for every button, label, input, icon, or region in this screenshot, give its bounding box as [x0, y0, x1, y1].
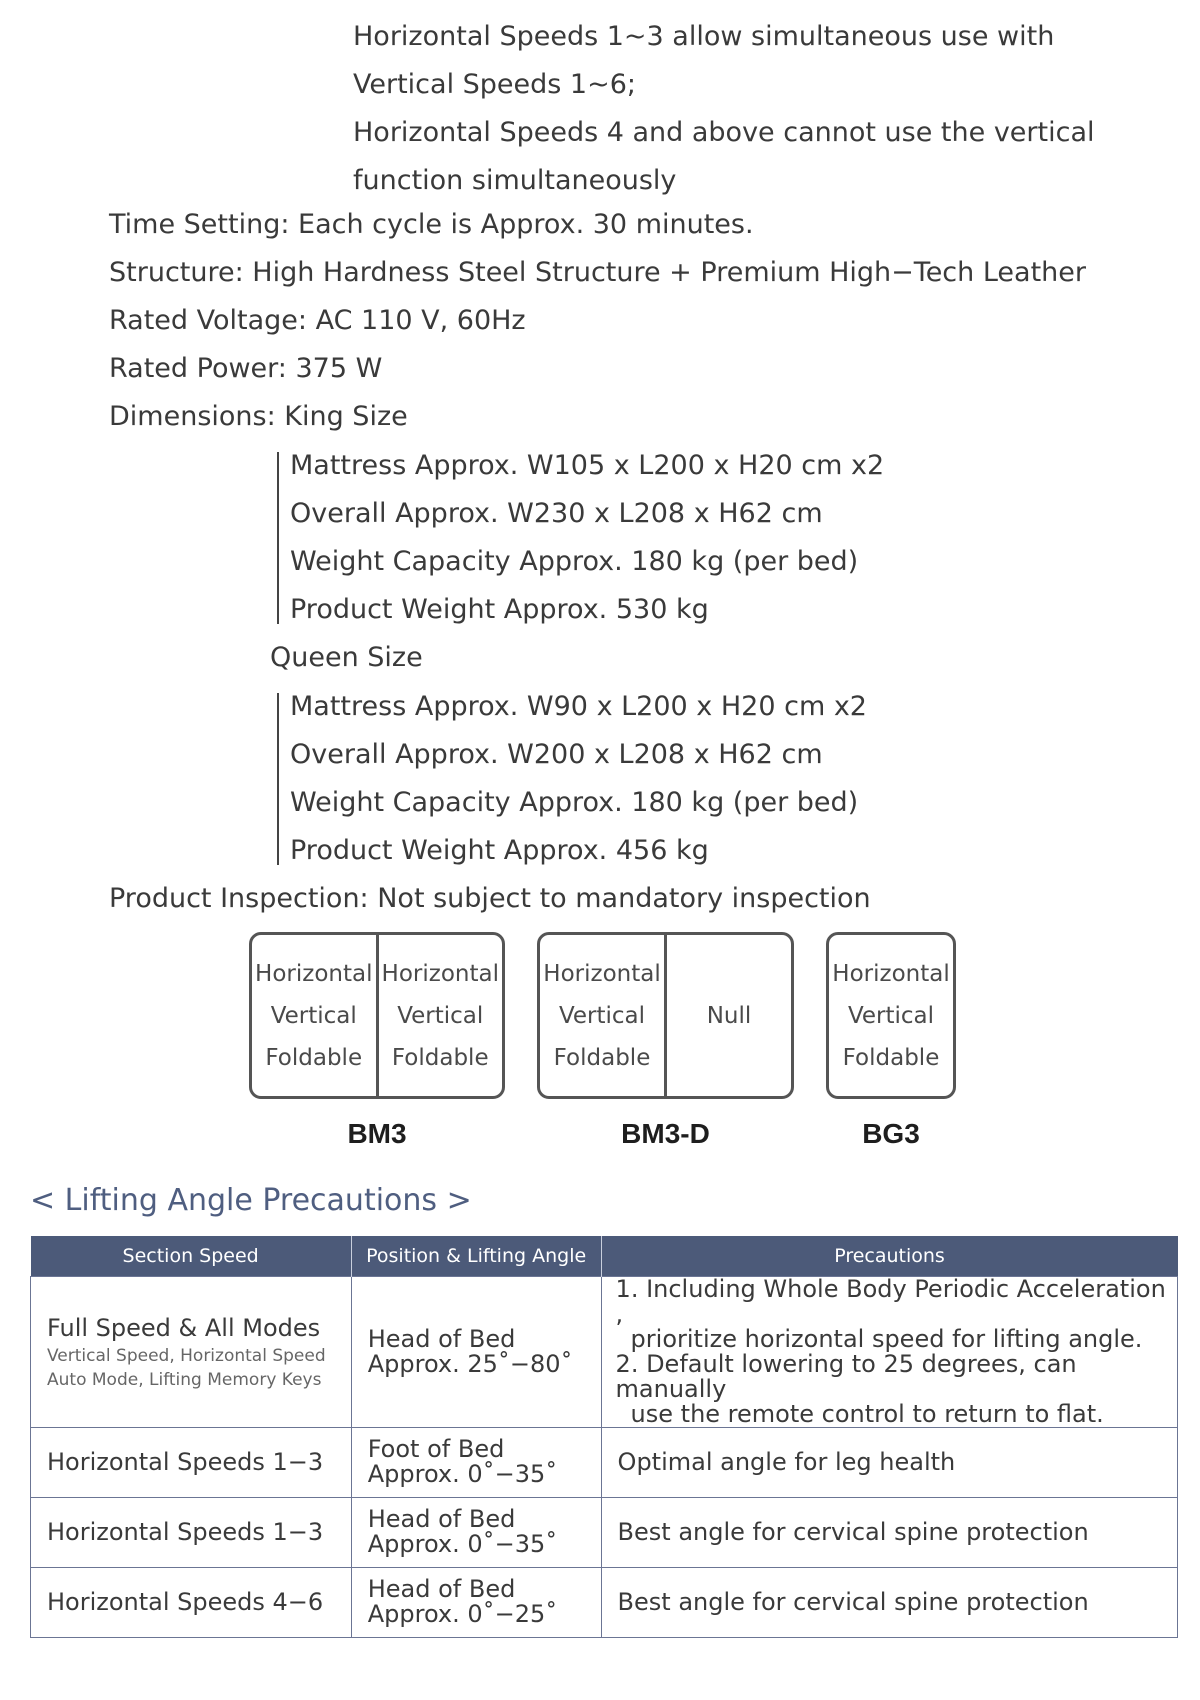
precaution-cell — [601, 1276, 1177, 1427]
king-mattress: Mattress Approx. W105 x L200 x H20 cm x2 — [290, 450, 885, 481]
rated-power: Rated Power: 375 W — [109, 353, 383, 384]
position-cell — [351, 1567, 601, 1637]
precaution-2-line-1: 2. Default lowering to 25 degrees, can manually — [615, 1349, 1077, 1403]
position-cell — [351, 1497, 601, 1567]
header-position-angle: Position & Lifting Angle — [351, 1236, 601, 1276]
feature-vertical: Vertical — [270, 1002, 357, 1029]
precaution-item-2 — [615, 1349, 1177, 1428]
position-cell — [351, 1276, 601, 1427]
bg3-diagram — [826, 932, 956, 1099]
bm3-left-bed — [252, 935, 376, 1096]
queen-product-weight: Product Weight Approx. 456 kg — [290, 835, 709, 866]
position-name: Head of Bed — [367, 1505, 516, 1533]
feature-null: Null — [706, 1002, 752, 1029]
feature-vertical: Vertical — [397, 1002, 484, 1029]
feature-horizontal: Horizontal — [381, 960, 499, 987]
table-row — [31, 1567, 1178, 1637]
queen-size-specs — [277, 693, 897, 865]
precaution-cell: Best angle for cervical spine protection — [601, 1497, 1177, 1567]
queen-weight-capacity: Weight Capacity Approx. 180 kg (per bed) — [290, 787, 859, 818]
position-name: Head of Bed — [367, 1324, 516, 1353]
section-title: < Lifting Angle Precautions > — [30, 1183, 472, 1218]
bm3-d-right-bed — [664, 935, 791, 1096]
model-label-bm3: BM3 — [347, 1118, 407, 1149]
bm3-right-bed — [376, 935, 503, 1096]
model-label-bg3: BG3 — [862, 1118, 920, 1149]
precaution-cell: Best angle for cervical spine protection — [601, 1567, 1177, 1637]
precautions-table — [30, 1236, 1178, 1638]
speed-note-line-3: Horizontal Speeds 4 and above cannot use the vertical — [353, 117, 1095, 148]
precaution-1-line-2: prioritize horizontal speed for lifting angle. — [630, 1324, 1143, 1353]
king-product-weight: Product Weight Approx. 530 kg — [290, 594, 709, 625]
position-name: Foot of Bed — [367, 1435, 505, 1463]
header-section-speed: Section Speed — [31, 1236, 352, 1276]
bm3-d-left-bed — [540, 935, 664, 1096]
feature-foldable: Foldable — [265, 1044, 363, 1071]
structure: Structure: High Hardness Steel Structure + Premium High−Tech Leather — [109, 257, 1086, 288]
feature-horizontal: Horizontal — [832, 960, 950, 987]
position-angle: Approx. 25˚−80˚ — [367, 1349, 573, 1378]
king-size-specs — [277, 452, 897, 624]
table-row — [31, 1427, 1178, 1497]
feature-vertical: Vertical — [558, 1002, 646, 1029]
queen-mattress: Mattress Approx. W90 x L200 x H20 cm x2 — [290, 691, 867, 722]
bm3-diagram — [249, 932, 505, 1099]
position-cell — [351, 1427, 601, 1497]
position-angle: Approx. 0˚−25˚ — [367, 1600, 558, 1628]
bm3-d-diagram — [537, 932, 794, 1099]
table-row — [31, 1497, 1178, 1567]
feature-foldable: Foldable — [842, 1044, 940, 1071]
feature-foldable: Foldable — [553, 1044, 651, 1071]
position-name: Head of Bed — [367, 1575, 516, 1603]
model-label-bm3-d: BM3-D — [621, 1118, 710, 1149]
speed-cell: Horizontal Speeds 1−3 — [31, 1497, 352, 1567]
precaution-item-1 — [615, 1274, 1177, 1353]
feature-horizontal: Horizontal — [543, 960, 661, 987]
rated-voltage: Rated Voltage: AC 110 V, 60Hz — [109, 305, 526, 336]
king-weight-capacity: Weight Capacity Approx. 180 kg (per bed) — [290, 546, 859, 577]
header-precautions: Precautions — [601, 1236, 1177, 1276]
speed-note-line-2: Vertical Speeds 1~6; — [353, 69, 637, 100]
speed-sub-2: Auto Mode, Lifting Memory Keys — [47, 1369, 322, 1390]
speed-cell — [31, 1276, 352, 1427]
speed-note-line-1: Horizontal Speeds 1~3 allow simultaneous use with — [353, 21, 1055, 52]
position-angle: Approx. 0˚−35˚ — [367, 1530, 558, 1558]
position-angle: Approx. 0˚−35˚ — [367, 1460, 558, 1488]
queen-heading: Queen Size — [270, 642, 423, 673]
speed-cell: Horizontal Speeds 4−6 — [31, 1567, 352, 1637]
king-overall: Overall Approx. W230 x L208 x H62 cm — [290, 498, 823, 529]
precaution-1-line-1: 1. Including Whole Body Periodic Acceleration , — [615, 1274, 1166, 1328]
precaution-cell: Optimal angle for leg health — [601, 1427, 1177, 1497]
speed-main: Full Speed & All Modes — [47, 1313, 321, 1342]
dimensions-heading: Dimensions: King Size — [109, 401, 408, 432]
product-inspection: Product Inspection: Not subject to mandatory inspection — [109, 883, 871, 914]
table-row — [31, 1276, 1178, 1427]
precaution-2-line-2: use the remote control to return to flat. — [630, 1399, 1104, 1428]
feature-foldable: Foldable — [391, 1044, 489, 1071]
feature-horizontal: Horizontal — [255, 960, 373, 987]
bg3-bed — [829, 935, 953, 1096]
speed-cell: Horizontal Speeds 1−3 — [31, 1427, 352, 1497]
speed-note-line-4: function simultaneously — [353, 165, 677, 196]
speed-sub-1: Vertical Speed, Horizontal Speed — [47, 1345, 326, 1366]
table-header-row — [31, 1236, 1178, 1276]
time-setting: Time Setting: Each cycle is Approx. 30 minutes. — [109, 209, 754, 240]
queen-overall: Overall Approx. W200 x L208 x H62 cm — [290, 739, 823, 770]
feature-vertical: Vertical — [847, 1002, 935, 1029]
